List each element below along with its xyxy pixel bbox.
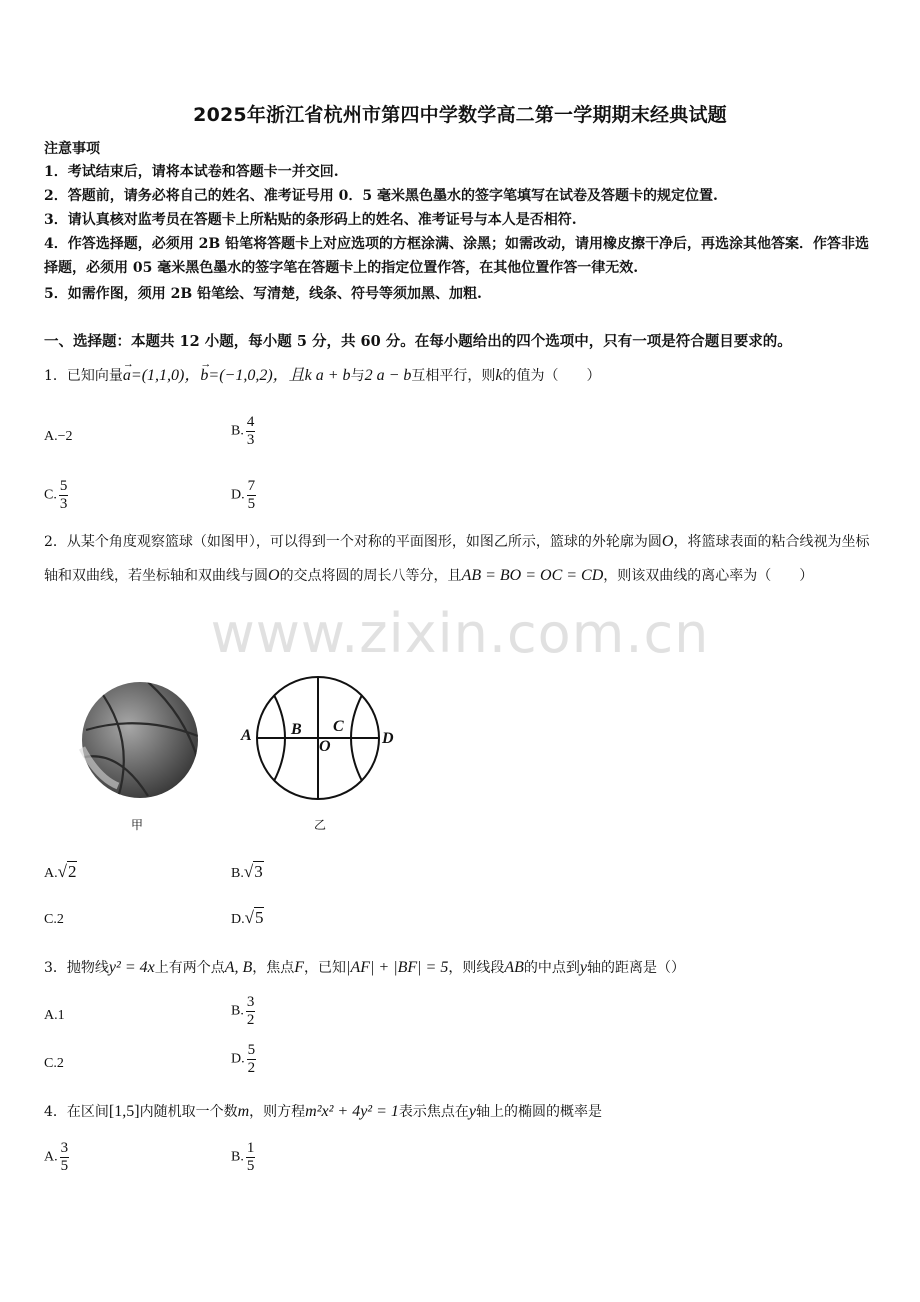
ball-diagram bbox=[238, 672, 398, 812]
page-title: 2025年浙江省杭州市第四中学数学高二第一学期期末经典试题 bbox=[193, 104, 727, 126]
figure-caption-left: 甲 bbox=[131, 818, 144, 832]
notes-heading: 注意事项 bbox=[44, 141, 100, 157]
question-4: 4．在区间[1,5]内随机取一个数m，则方程m²x² + 4y² = 1表示焦点在y轴上的椭圆的概率是 bbox=[44, 1103, 602, 1120]
fraction: $\frac{5}{2}$ bbox=[247, 1042, 256, 1076]
sqrt: √2 bbox=[57, 862, 77, 881]
note-item: 1．考试结束后，请将本试卷和答题卡一并交回. bbox=[44, 164, 339, 180]
q4-option-a[interactable]: A. $\frac{3}{5}$ bbox=[44, 1140, 69, 1174]
vector-b: → b bbox=[200, 360, 208, 391]
q3-option-a[interactable]: A.1 bbox=[44, 1008, 65, 1023]
note-item: 4．作答选择题，必须用 2B 铅笔将答题卡上对应选项的方框涂满、涂黑；如需改动，请用橡皮擦干净后，再选涂其他答案．作答非选择题，必须用 05 毫米黑色墨水的签字笔在答题卡上的指定位置作答，在其他位置作答一律无效. bbox=[44, 236, 870, 276]
watermark: www.zixin.com.cn bbox=[210, 602, 710, 665]
fraction: $\frac{3}{2}$ bbox=[246, 994, 255, 1028]
q1-option-d[interactable]: D. $\frac{7}{5}$ bbox=[231, 478, 256, 512]
q3-option-d[interactable]: D. $\frac{5}{2}$ bbox=[231, 1042, 256, 1076]
q2-option-b[interactable]: B.√3 bbox=[231, 862, 263, 881]
q2-option-d[interactable]: D.√5 bbox=[231, 908, 264, 927]
q1-option-a[interactable]: A.−2 bbox=[44, 429, 73, 444]
sqrt: √5 bbox=[244, 908, 264, 927]
expr-ka-plus-b: k a + b bbox=[304, 367, 351, 384]
question-2: 2．从某个角度观察篮球（如图甲），可以得到一个对称的平面图形，如图乙所示，篮球的外轮廓为圆O，将篮球表面的粘合线视为坐标轴和双曲线，若坐标轴和双曲线与圆O的交点将圆的周长八等分，且AB = BO = OC = CD，则该双曲线的离心率为（ ） bbox=[44, 533, 870, 584]
section-heading: 一、选择题：本题共 12 小题，每小题 5 分，共 60 分。在每小题给出的四个选项中，只有一项是符合题目要求的。 bbox=[44, 333, 792, 350]
question-3: 3．抛物线y² = 4x上有两个点A, B，焦点F，已知|AF| + |BF| = 5，则线段AB的中点到y轴的距离是（） bbox=[44, 959, 685, 976]
q1-option-c[interactable]: C. $\frac{5}{3}$ bbox=[44, 478, 68, 512]
basketball-photo bbox=[78, 678, 202, 802]
fraction: $\frac{7}{5}$ bbox=[247, 478, 256, 512]
expr-2a-minus-b: 2 a − b bbox=[364, 367, 412, 384]
point-label-d: D bbox=[382, 730, 394, 747]
figure-caption-right: 乙 bbox=[314, 818, 327, 832]
q1-option-b[interactable]: B. $\frac{4}{3}$ bbox=[231, 414, 255, 448]
segment-equality: AB = BO = OC = CD bbox=[461, 567, 604, 584]
point-label-b: B bbox=[291, 721, 302, 738]
vector-a: → a bbox=[123, 360, 131, 391]
sqrt: √3 bbox=[243, 862, 263, 881]
point-label-c: C bbox=[333, 718, 344, 735]
question-1: 1．已知向量→ a=(1,1,0)，→ b=(−1,0,2)，且k a + b与2 a − b互相平行，则k的值为（ ） bbox=[44, 360, 882, 392]
note-item: 3．请认真核对监考员在答题卡上所粘贴的条形码上的姓名、准考证号与本人是否相符. bbox=[44, 212, 577, 228]
fraction: $\frac{4}{3}$ bbox=[246, 414, 255, 448]
q3-option-c[interactable]: C.2 bbox=[44, 1056, 64, 1071]
q2-option-c[interactable]: C.2 bbox=[44, 912, 64, 927]
note-item: 5．如需作图，须用 2B 铅笔绘、写清楚，线条、符号等须加黑、加粗. bbox=[44, 286, 482, 302]
point-label-o: O bbox=[319, 738, 331, 755]
point-label-a: A bbox=[241, 727, 252, 744]
note-item: 2．答题前，请务必将自己的姓名、准考证号用 0．5 毫米黑色墨水的签字笔填写在试卷及答题卡的规定位置. bbox=[44, 188, 718, 204]
q4-option-b[interactable]: B. $\frac{1}{5}$ bbox=[231, 1140, 255, 1174]
q2-option-a[interactable]: A.√2 bbox=[44, 862, 77, 881]
q3-option-b[interactable]: B. $\frac{3}{2}$ bbox=[231, 994, 255, 1028]
fraction: $\frac{5}{3}$ bbox=[59, 478, 68, 512]
fraction: $\frac{3}{5}$ bbox=[60, 1140, 69, 1174]
fraction: $\frac{1}{5}$ bbox=[246, 1140, 255, 1174]
